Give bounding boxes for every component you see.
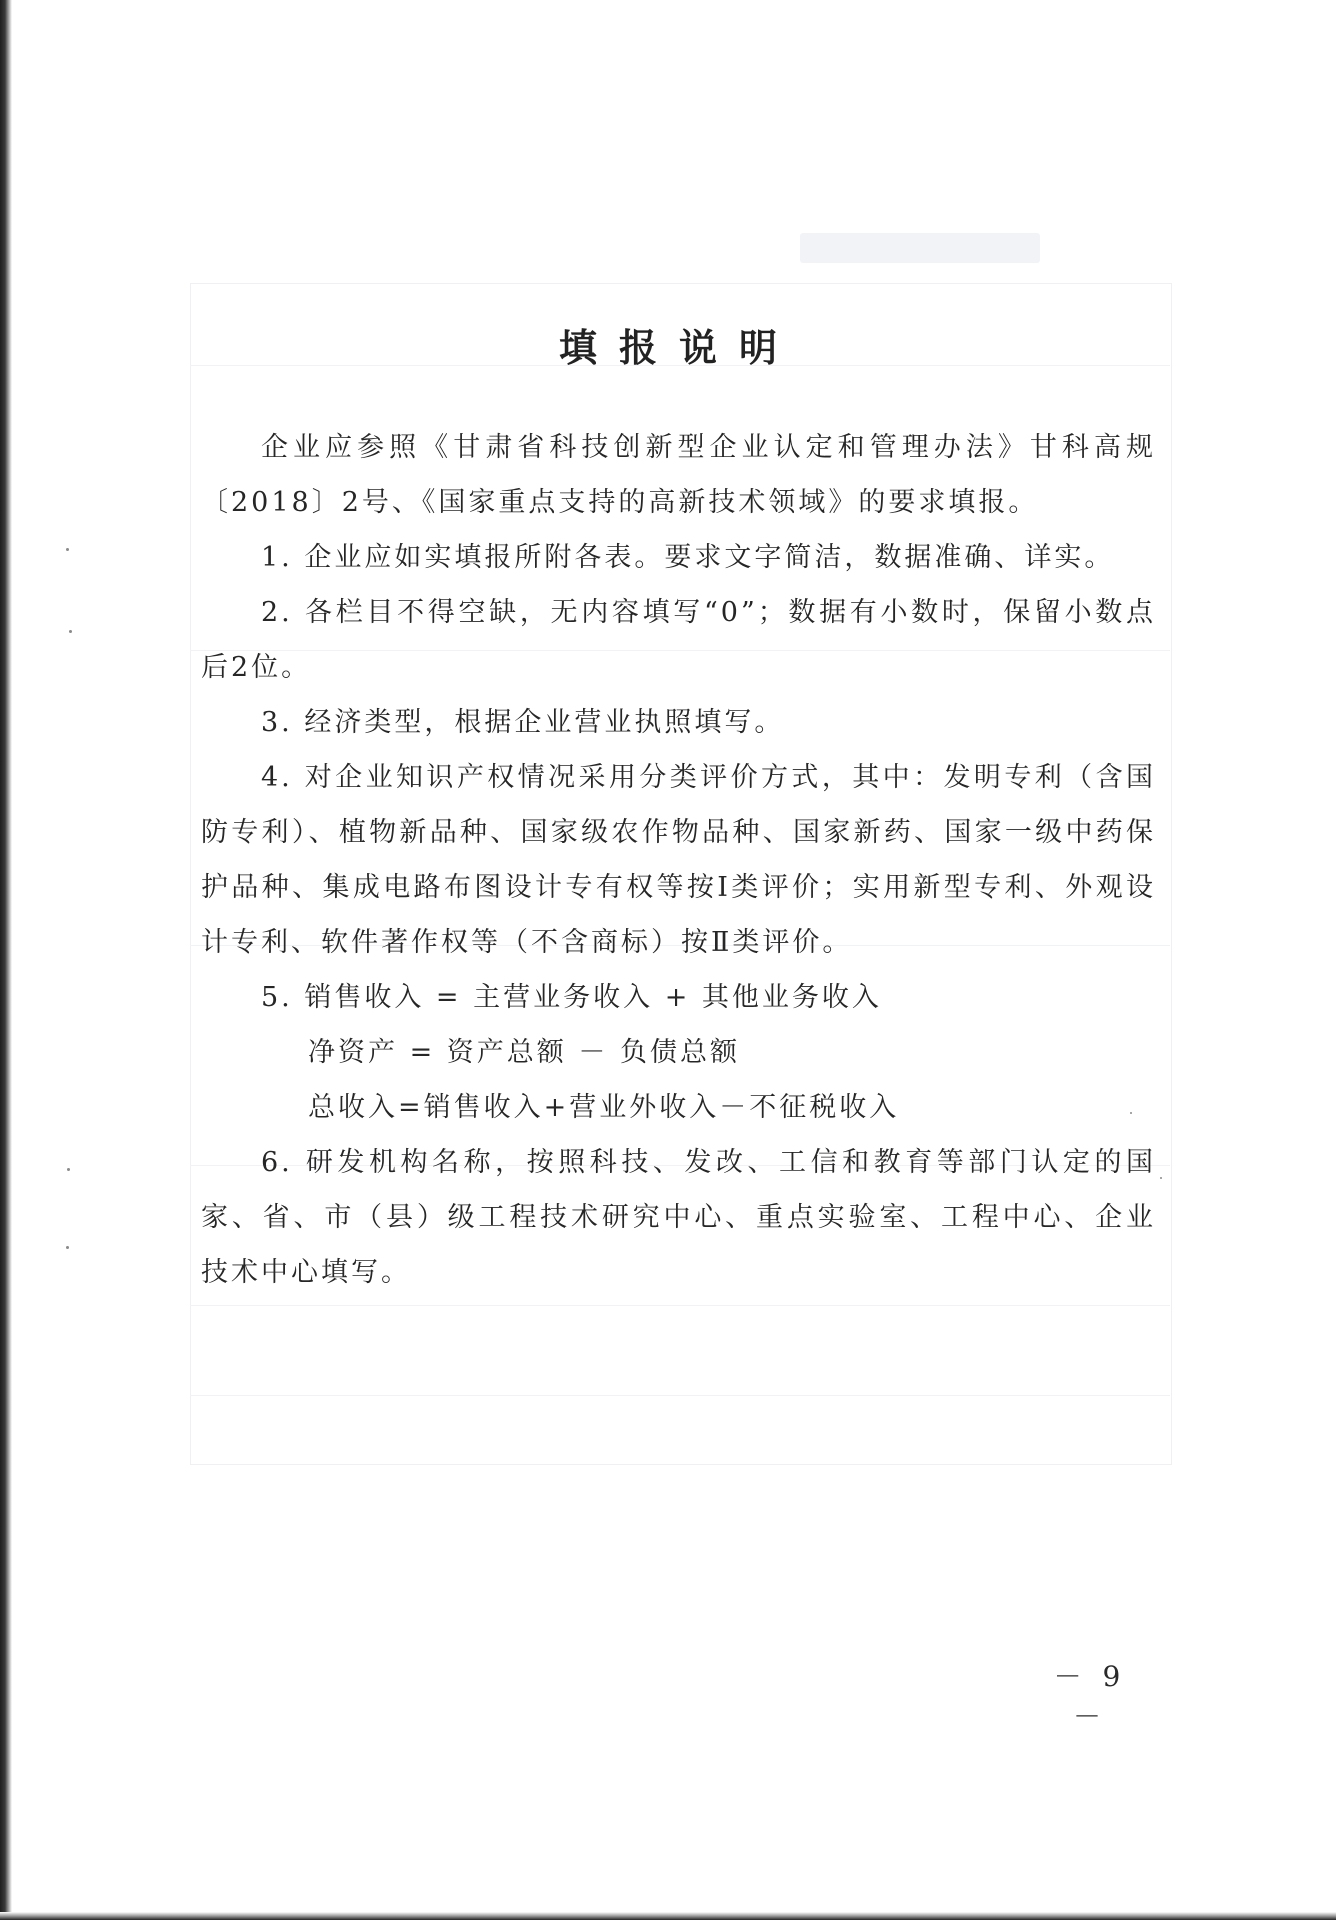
- scan-speck: [69, 630, 72, 633]
- instruction-item-2: 2. 各栏目不得空缺，无内容填写“0”；数据有小数时，保留小数点后2位。: [201, 597, 1156, 683]
- instruction-item-6: 6. 研发机构名称，按照科技、发改、工信和教育等部门认定的国家、省、市（县）级工程技术研究中心、重点实验室、工程中心、企业技术中心填写。: [201, 1147, 1156, 1288]
- bleed-through-line: [190, 1305, 1170, 1306]
- instruction-item-3: 3. 经济类型，根据企业营业执照填写。: [261, 707, 785, 738]
- scan-speck: [1160, 1177, 1162, 1179]
- instruction-item-4: 4. 对企业知识产权情况采用分类评价方式，其中：发明专利（含国防专利）、植物新品种、国家级农作物品种、国家新药、国家一级中药保护品种、集成电路布图设计专有权等按Ⅰ类评价；实用新型专利、外观设计专利、软件著作权等（不含商标）按Ⅱ类评价。: [201, 762, 1156, 958]
- bleed-through-title: [800, 233, 1040, 263]
- net-assets-formula: 净资产 = 资产总额 － 负债总额: [308, 1037, 740, 1068]
- scan-edge-bottom: [0, 1912, 1336, 1920]
- total-income-formula: 总收入=销售收入+营业外收入－不征税收入: [308, 1092, 900, 1123]
- instructions-body: [201, 420, 1156, 1300]
- page-title: 填报说明: [558, 326, 799, 371]
- scan-edge-left: [0, 0, 12, 1920]
- intro-paragraph: 企业应参照《甘肃省科技创新型企业认定和管理办法》甘科高规〔2018〕2号、《国家重点支持的高新技术领域》的要求填报。: [201, 432, 1156, 518]
- scan-speck: [66, 1246, 69, 1249]
- scan-speck: [67, 1168, 70, 1171]
- scan-speck: [66, 548, 69, 551]
- instruction-item-1: 1. 企业应如实填报所附各表。要求文字简洁，数据准确、详实。: [261, 542, 1115, 573]
- instruction-item-5: 5. 销售收入 = 主营业务收入 + 其他业务收入: [261, 982, 882, 1013]
- page-number: － 9 －: [1053, 1660, 1127, 1733]
- bleed-through-line: [190, 1395, 1170, 1396]
